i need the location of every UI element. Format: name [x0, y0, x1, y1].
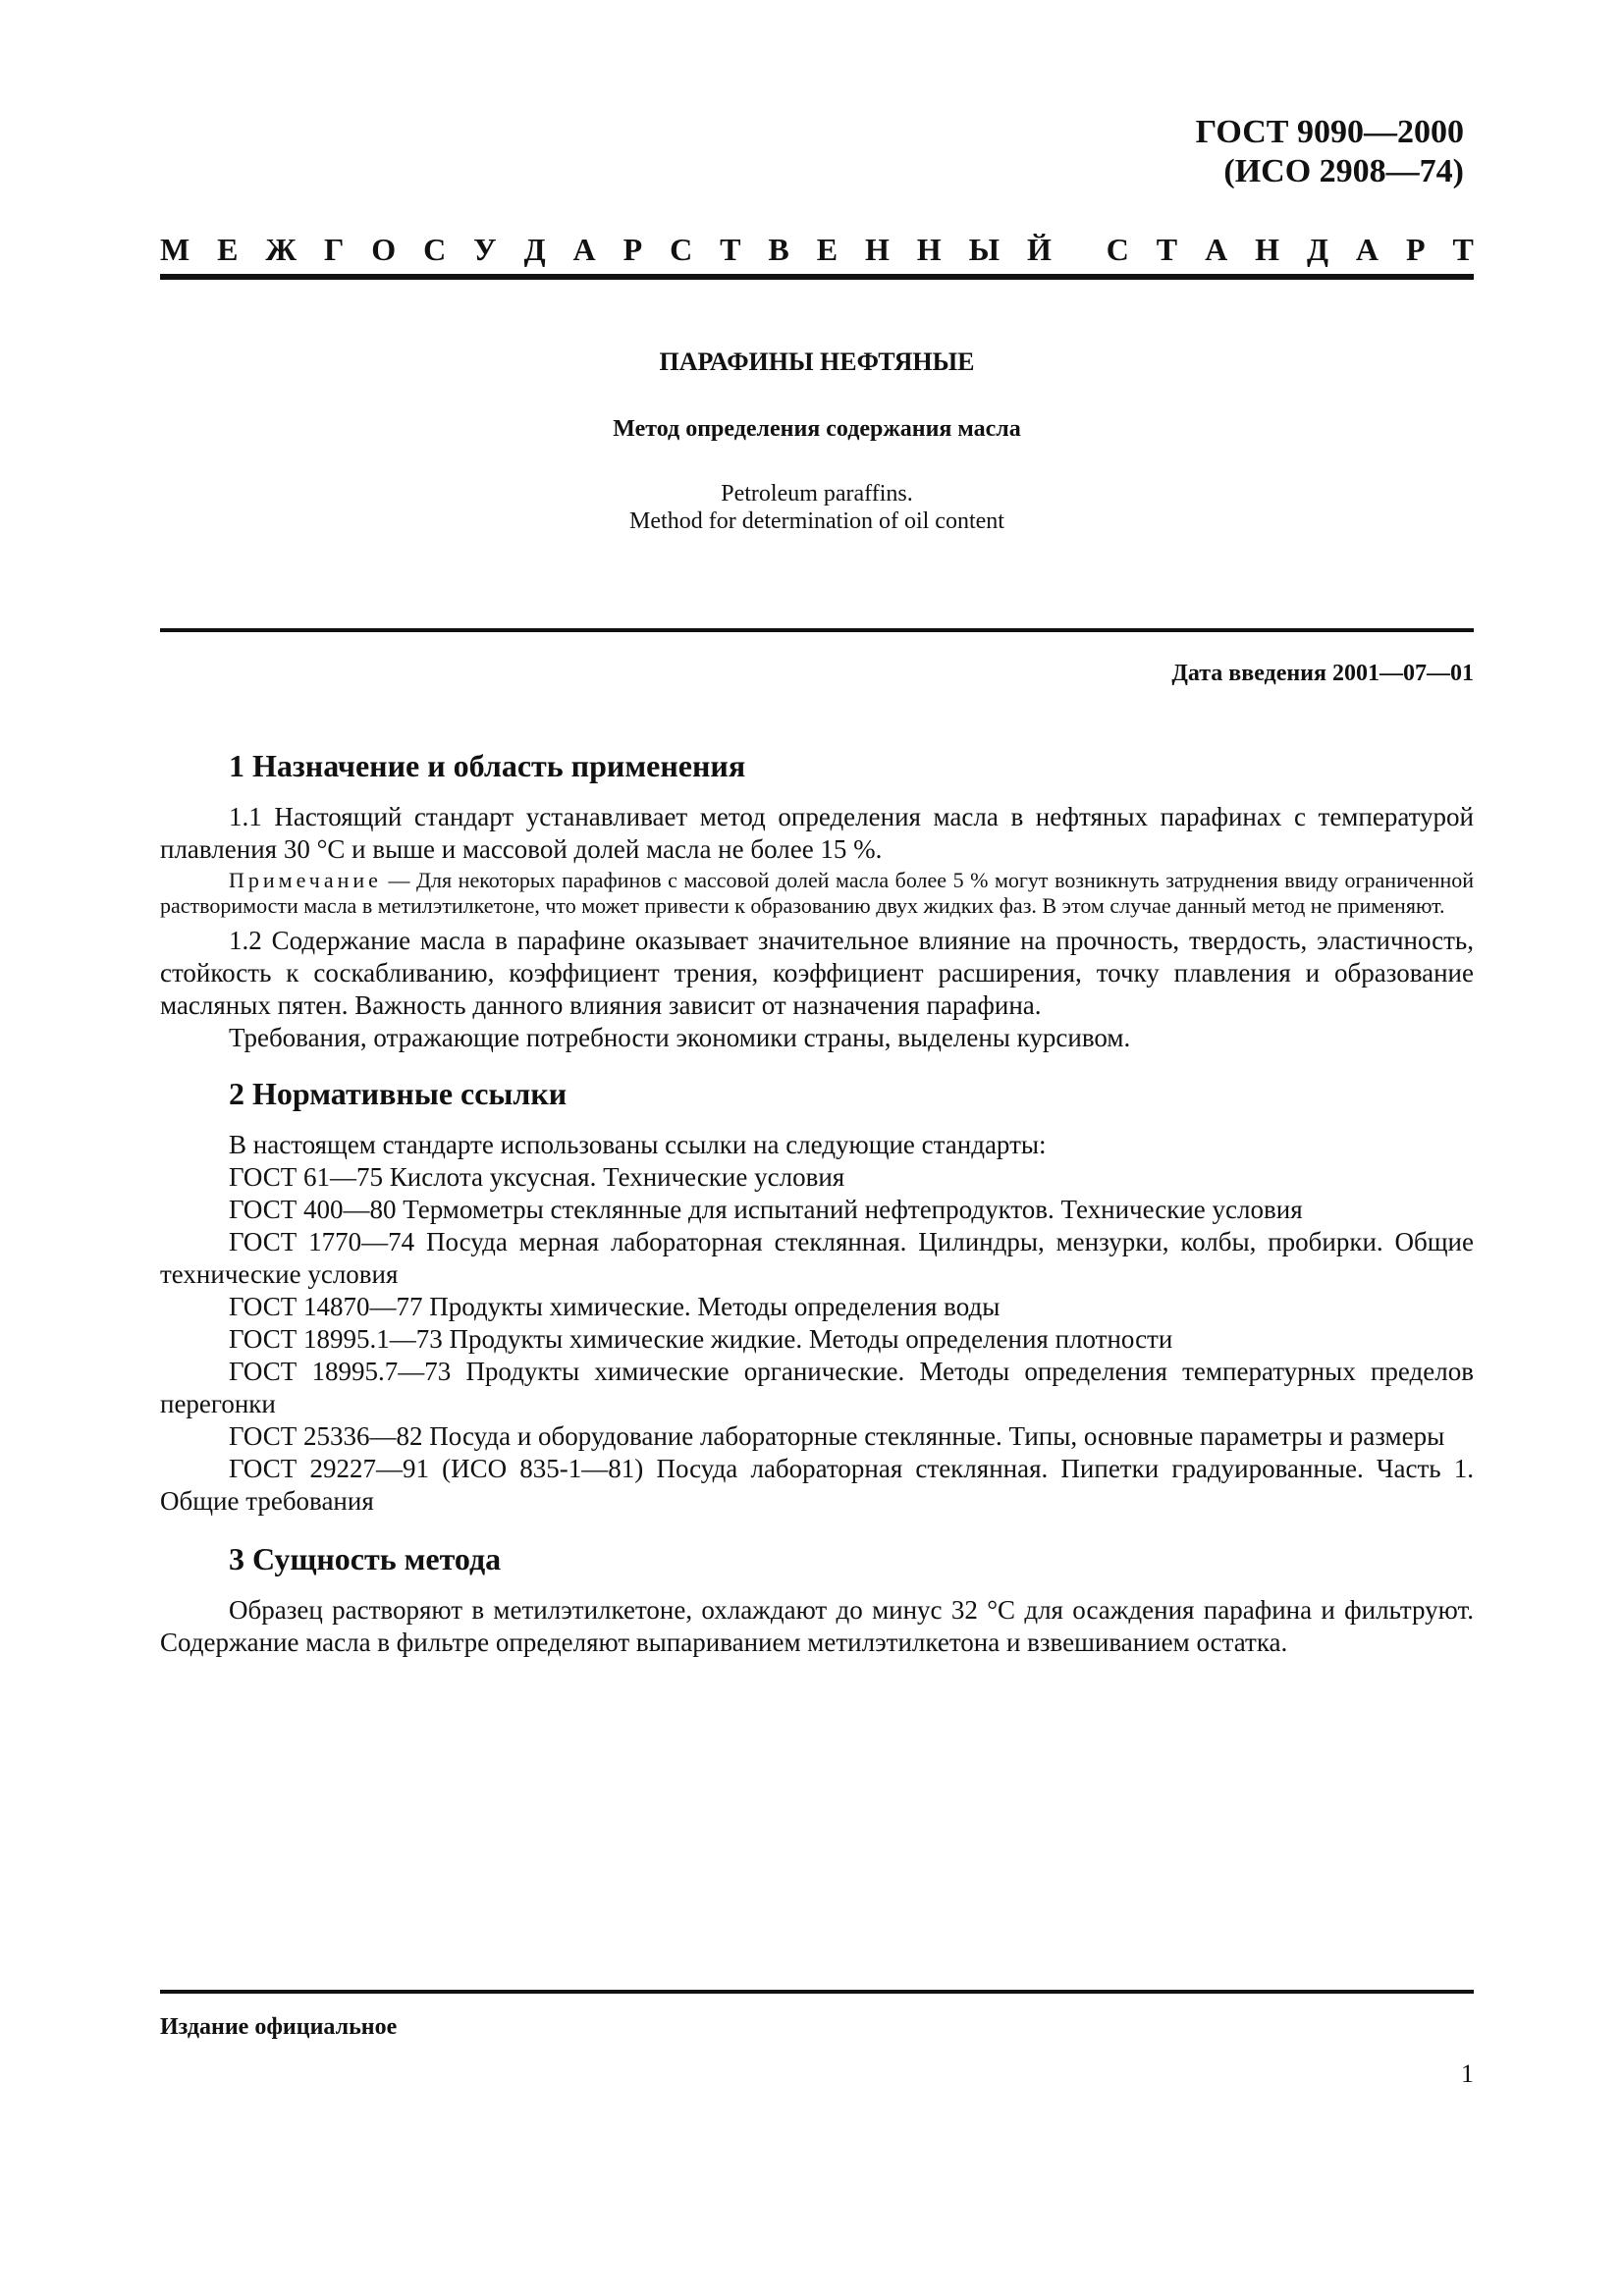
letter: Т	[1452, 232, 1474, 267]
letter: Д	[1306, 232, 1328, 267]
letter: Ж	[265, 232, 298, 267]
page-number: 1	[1461, 2059, 1474, 2088]
letter: Т	[720, 232, 741, 267]
letter: Г	[324, 232, 345, 267]
reference-item: ГОСТ 29227—91 (ИСО 835-1—81) Посуда лабораторная стеклянная. Пипетки градуированные. Часть 1. Общие требования	[160, 1454, 1474, 1516]
letter: С	[670, 232, 693, 267]
letter: Р	[1405, 232, 1426, 267]
section-1	[160, 746, 1474, 1054]
letter: М	[160, 232, 190, 267]
letter: О	[371, 232, 397, 267]
gost-number: ГОСТ 9090—2000	[1195, 114, 1464, 150]
section-title: 2 Нормативные ссылки	[229, 1076, 568, 1111]
section-title: 1 Назначение и область применения	[229, 748, 746, 783]
reference-item: ГОСТ 18995.7—73 Продукты химические органические. Методы определения температурных пределов перегонки	[160, 1357, 1474, 1418]
reference-item: ГОСТ 400—80 Термометры стеклянные для испытаний нефтепродуктов. Технические условия	[229, 1195, 1303, 1224]
letter: Е	[816, 232, 839, 267]
reference-item: ГОСТ 61—75 Кислота уксусная. Технические условия	[229, 1162, 845, 1192]
letter: Е	[217, 232, 239, 267]
title-en-line-2: Method for determination of oil content	[629, 508, 1004, 534]
paragraph: 1.1 Настоящий стандарт устанавливает метод определения масла в нефтяных парафинах с температурой плавления 30 °С и выше и массовой долей масла не более 15 %.	[160, 802, 1474, 864]
letter: Т	[1156, 232, 1178, 267]
letter: Н	[1255, 232, 1280, 267]
letter: С	[423, 232, 447, 267]
letter: А	[1205, 232, 1228, 267]
gost-header	[1196, 113, 1464, 191]
standard-type-label	[160, 232, 1474, 268]
reference-item: ГОСТ 14870—77 Продукты химические. Методы определения воды	[229, 1292, 1001, 1321]
middle-rule	[160, 628, 1474, 632]
letter: Н	[916, 232, 942, 267]
paragraph: В настоящем стандарте использованы ссылки на следующие стандарты:	[229, 1130, 1047, 1159]
letter: У	[473, 232, 497, 267]
section-title: 3 Сущность метода	[229, 1541, 502, 1576]
letter: Д	[523, 232, 546, 267]
document-body	[160, 746, 1474, 1659]
letter: В	[768, 232, 789, 267]
paragraph: 1.2 Содержание масла в парафине оказывает значительное влияние на прочность, твердость, эластичность, стойкость к соскабливанию, коэффициент трения, коэффициент расширения, точку плавления и образование масляных пятен. Важность данного влияния зависит от назначения парафина.	[160, 926, 1474, 1020]
paragraph: Образец растворяют в метилэтилкетоне, охлаждают до минус 32 °С для осаждения парафина и фильтруют. Содержание масла в фильтре определяют выпариванием метилэтилкетона и взвешиванием остатка.	[160, 1595, 1474, 1657]
document-subtitle: Метод определения содержания масла	[613, 416, 1021, 442]
reference-item: ГОСТ 18995.1—73 Продукты химические жидкие. Методы определения плотности	[229, 1324, 1173, 1354]
reference-item: ГОСТ 25336—82 Посуда и оборудование лабораторные стеклянные. Типы, основные параметры и размеры	[229, 1421, 1445, 1451]
paragraph: Требования, отражающие потребности экономики страны, выделены курсивом.	[229, 1023, 1131, 1052]
note	[160, 868, 1474, 919]
letter: А	[1355, 232, 1380, 267]
introduction-date: Дата введения 2001—07—01	[1171, 661, 1474, 686]
official-edition-label: Издание официальное	[160, 2014, 398, 2040]
reference-item: ГОСТ 1770—74 Посуда мерная лабораторная стеклянная. Цилиндры, мензурки, колбы, пробирки. Общие технические условия	[160, 1227, 1474, 1289]
letter: С	[1106, 232, 1129, 267]
letter: Ы	[968, 232, 1001, 267]
note-text: — Для некоторых парафинов с массовой долей масла более 5 % могут возникнуть затруднения ввиду ограниченной растворимости масла в метилэтилкетоне, что может привести к образованию двух жидких фаз. В этом случае данный метод не применяют.	[160, 868, 1474, 918]
iso-number: (ИСО 2908—74)	[1223, 153, 1464, 189]
top-rule	[160, 274, 1474, 280]
title-en-line-1: Petroleum paraffins.	[721, 481, 913, 507]
note-label: Примечание	[229, 868, 382, 892]
letter: А	[572, 232, 596, 267]
document-title-en	[160, 480, 1474, 535]
section-3	[160, 1539, 1474, 1659]
section-2	[160, 1074, 1474, 1518]
bottom-rule	[160, 1990, 1474, 1994]
letter: Й	[1026, 232, 1052, 267]
letter: Н	[864, 232, 890, 267]
letter: Р	[622, 232, 643, 267]
document-title: ПАРАФИНЫ НЕФТЯНЫЕ	[659, 347, 975, 376]
